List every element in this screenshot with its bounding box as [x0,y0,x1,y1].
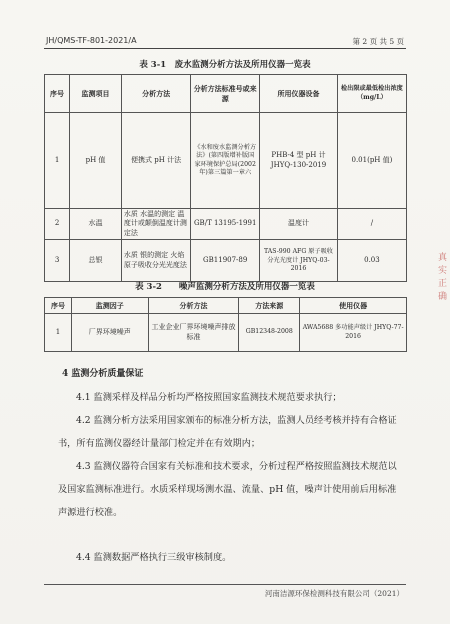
table-cell: 0.01(pH 值) [337,113,406,209]
table-cell: 工业企业厂界环境噪声排放标准 [148,314,239,352]
document-code: JH/QMS-TF-801-2021/A [46,36,137,45]
footer-company: 河南洁源环保检测科技有限公司（2021） [264,589,404,598]
table-cell: 便携式 pH 计法 [121,113,190,209]
table2-header-row [45,298,407,314]
table2-header-cell: 监测因子 [71,298,148,314]
table1-header-cell: 分析方法 [121,75,190,113]
table-cell: 水质 水温的测定 温度计或颠倒温度计测定法 [121,209,190,240]
table-cell: GB12348-2008 [239,314,300,352]
table-cell: 《水和废水监测分析方法》(第四版增补版国家环境保护总局(2002年)第三篇第一章六 [191,113,260,209]
table-cell: 水质 银的测定 火焰原子吸收分光光度法 [121,240,190,282]
table1-header-cell: 监测项目 [70,75,122,113]
table2-caption: 表 3-2 噪声监测分析方法及所用仪器一览表 [135,282,315,292]
table-cell: 2 [45,209,70,240]
footer-rule [44,584,406,585]
table1-header-cell: 检出限或最低检出浓度（mg/L） [337,75,406,113]
table1-caption: 表 3-1 废水监测分析方法及所用仪器一览表 [139,60,311,70]
table1-header-cell: 序号 [45,75,70,113]
table-cell: 温度计 [260,209,338,240]
page-number: 第 2 页 共 5 页 [352,37,404,46]
table2-header-cell: 分析方法 [148,298,239,314]
paragraph: 4.1 监测采样及样品分析均严格按照国家监测技术规范要求执行； [76,392,342,403]
red-stamp-mark: 真实正确 [438,253,448,302]
table-cell: PHB-4 型 pH 计 JHYQ-130-2019 [260,113,338,209]
table-row [45,314,407,352]
header-rule [44,48,406,49]
table1-header-row [45,75,407,113]
wastewater-methods-table [44,74,407,282]
paragraph: 4.3 监测仪器符合国家有关标准和技术要求，分析过程严格按照监测技术规范以及国家监测标准进行。水质采样现场测水温、流量、pH 值，噪声计使用前后用标准声源进行校准。 [58,461,397,518]
table2-header-cell: 使用仪器 [300,298,407,314]
table-cell: 1 [45,314,72,352]
table-cell: 厂界环境噪声 [71,314,148,352]
paragraph: 4.4 监测数据严格执行三级审核制度。 [76,552,232,563]
paragraph: 4.2 监测分析方法采用国家颁布的标准分析方法，监测人员经考核并持有合格证书，所有监测仪器经计量部门检定并在有效期内； [58,415,397,449]
table-cell: 水温 [70,209,122,240]
table-cell: 3 [45,240,70,282]
table-cell: GB11907-89 [191,240,260,282]
table-cell: 0.03 [337,240,406,282]
section-title: 4 监测分析质量保证 [62,369,144,379]
table1-header-cell: 分析方法标准号或来源 [191,75,260,113]
table-cell: AWA5688 多功能声级计 JHYQ-77-2016 [300,314,407,352]
table-cell: pH 值 [70,113,122,209]
table1-header-cell: 所用仪器设备 [260,75,338,113]
table-cell: / [337,209,406,240]
table-cell: TAS-990 AFG 原子吸收分光光度计 JHYQ-03-2016 [260,240,338,282]
table-cell: 总银 [70,240,122,282]
table2-header-cell: 方法来源 [239,298,300,314]
table2-header-cell: 序号 [45,298,72,314]
table-row [45,209,407,240]
table-cell: GB/T 13195-1991 [191,209,260,240]
table-cell: 1 [45,113,70,209]
table-row [45,113,407,209]
noise-methods-table [44,297,407,352]
table-row [45,240,407,282]
